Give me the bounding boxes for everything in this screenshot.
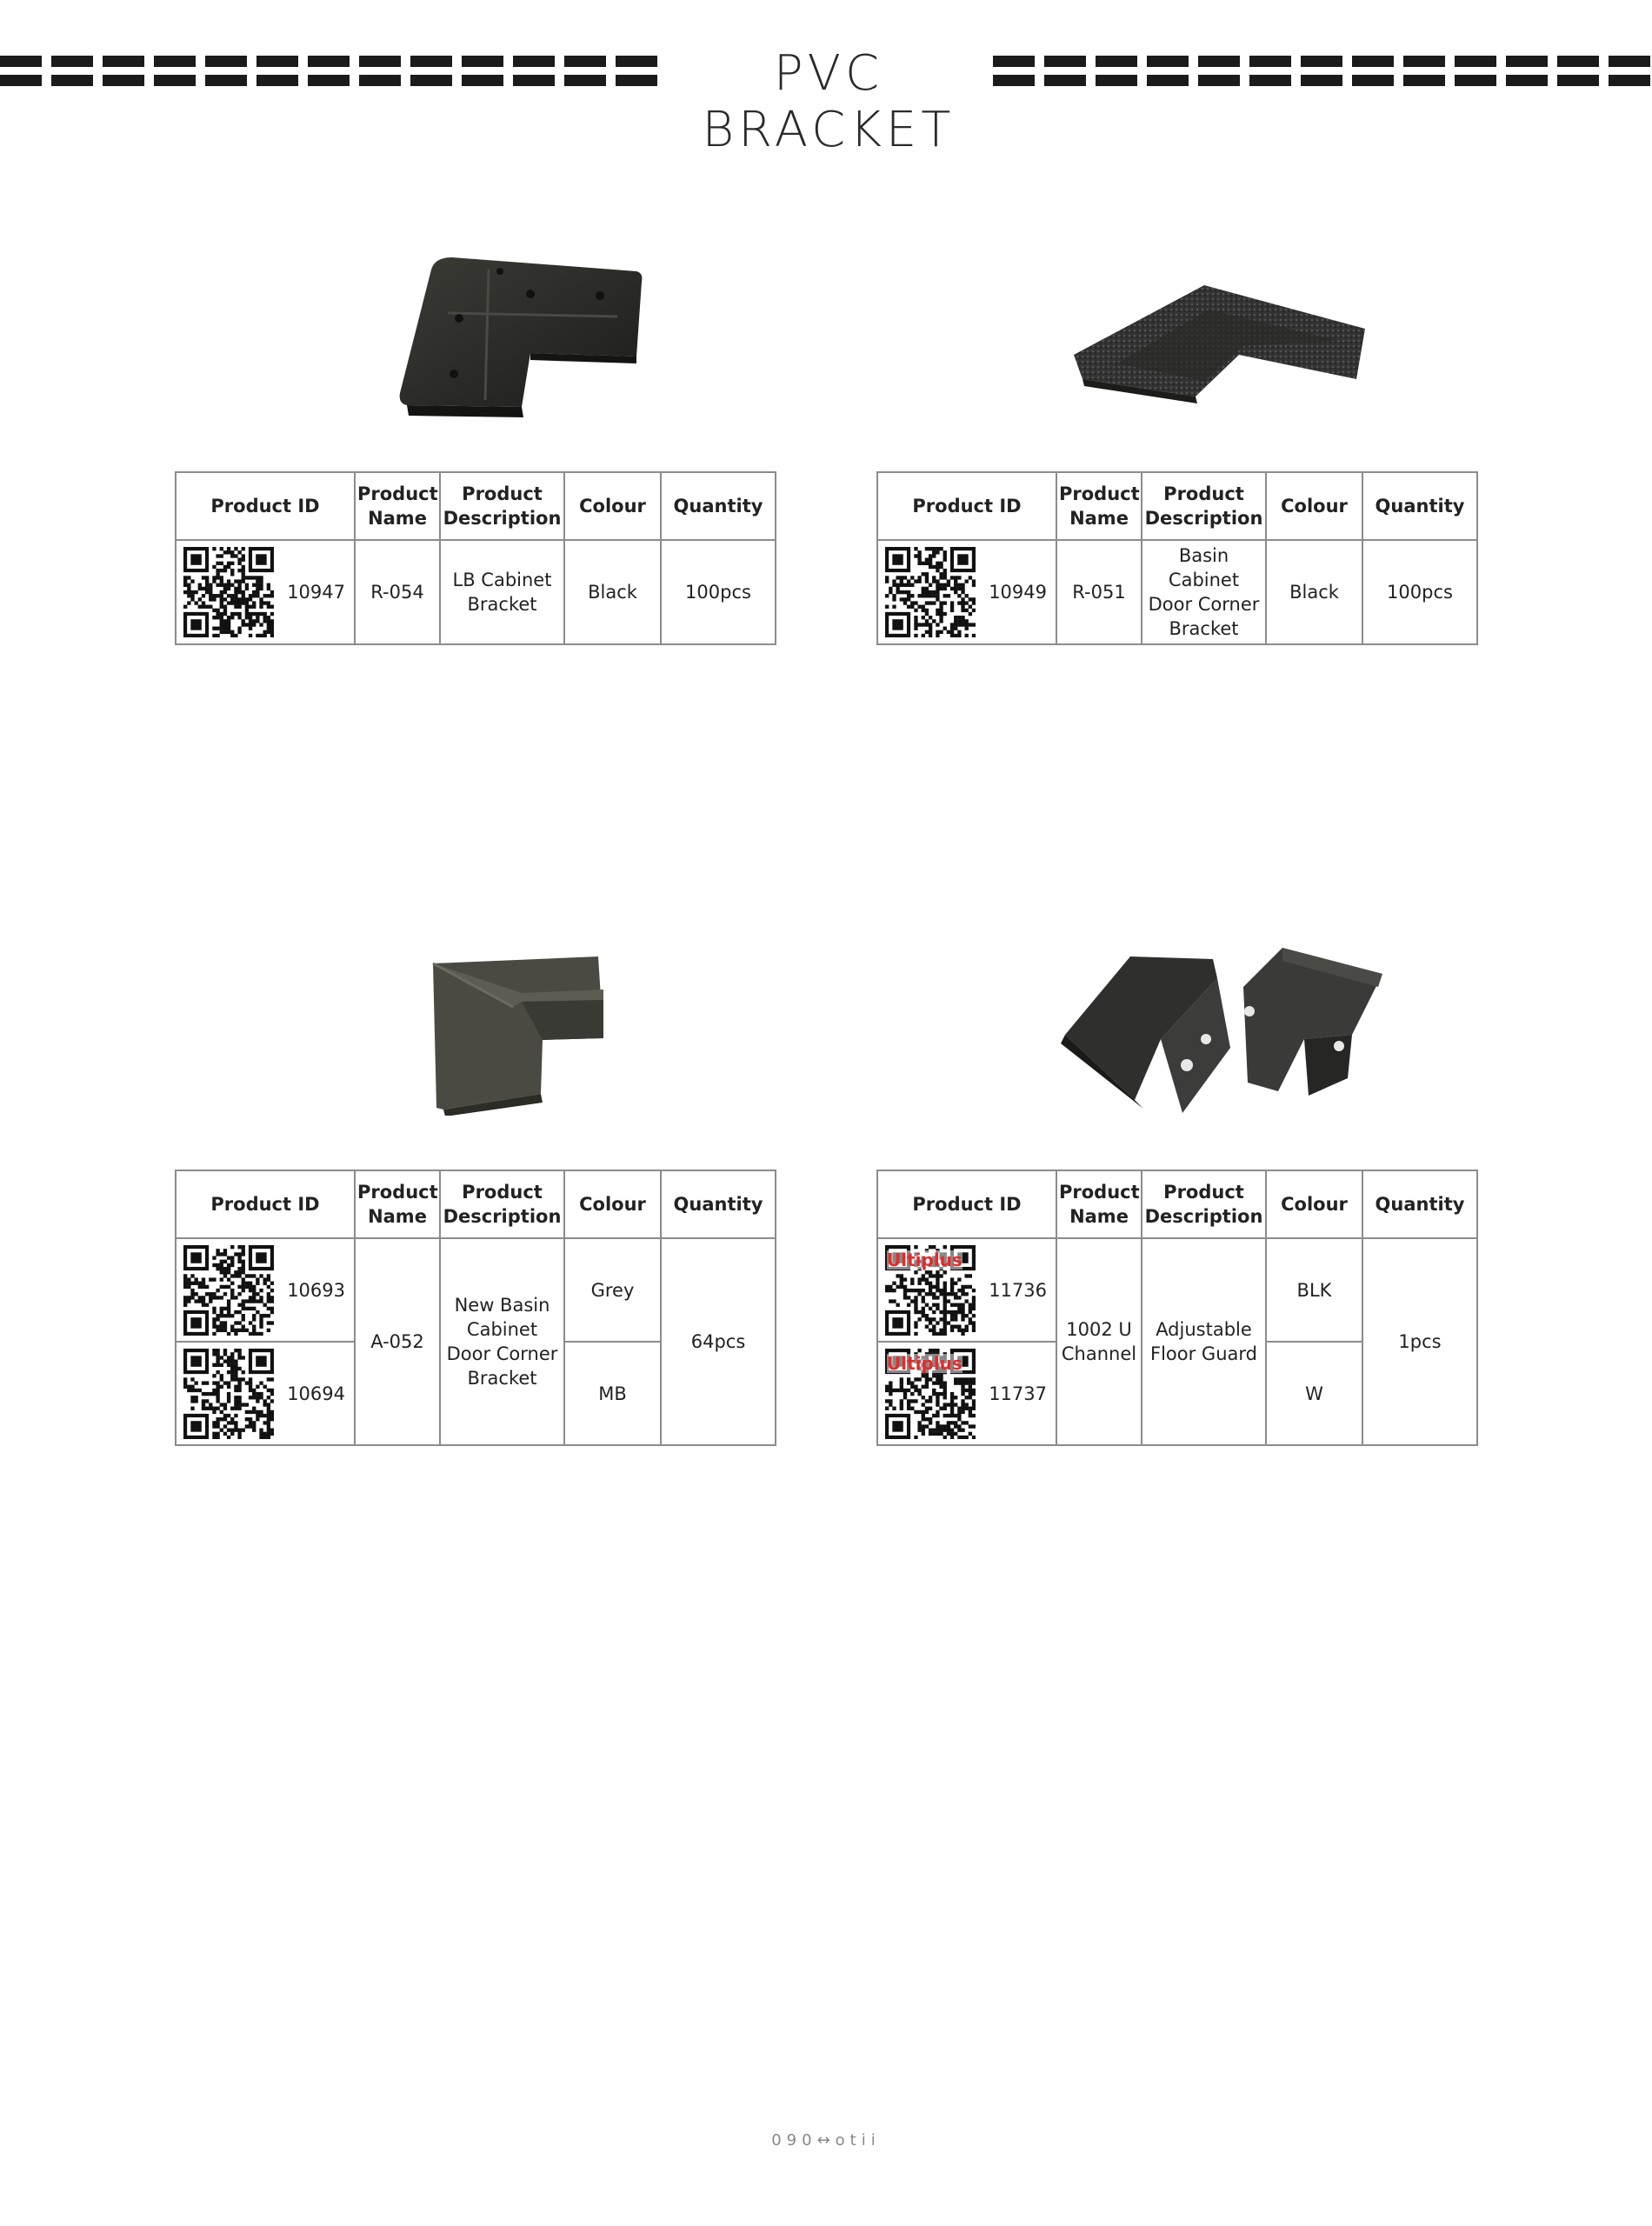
header-dash	[410, 75, 452, 86]
header-dash	[308, 75, 350, 86]
header-dash	[462, 56, 503, 67]
header-dash	[1557, 56, 1599, 67]
col-header-product-id: Product ID	[877, 472, 1056, 540]
col-header-quantity: Quantity	[661, 472, 776, 540]
product-quantity: 1pcs	[1362, 1238, 1477, 1445]
product-id-cell	[176, 1342, 355, 1445]
col-header-colour: Colour	[564, 1170, 661, 1238]
table-header-row	[877, 1170, 1477, 1238]
product-quantity: 100pcs	[1362, 540, 1477, 644]
page-number: 090↔otii	[771, 2131, 881, 2149]
product-id: 10694	[287, 1383, 345, 1404]
page-header	[0, 45, 1652, 158]
header-dash	[0, 75, 42, 86]
header-dash	[0, 56, 42, 67]
product-name: 1002 U Channel	[1056, 1238, 1142, 1445]
header-dash-rule-right	[993, 56, 1652, 90]
header-dash	[1147, 75, 1189, 86]
table-row	[877, 540, 1477, 644]
spec-table-1002-u-channel	[876, 1170, 1478, 1446]
qr-code-icon[interactable]	[183, 1349, 274, 1439]
table-header-row	[176, 1170, 776, 1238]
col-header-colour: Colour	[564, 472, 661, 540]
col-header-product-name: Product Name	[355, 1170, 440, 1238]
header-dash	[1249, 56, 1291, 67]
product-description: Adjustable Floor Guard	[1142, 1238, 1266, 1445]
header-dash	[256, 56, 298, 67]
col-header-quantity: Quantity	[661, 1170, 776, 1238]
header-dash	[616, 75, 657, 86]
table-row	[877, 1238, 1477, 1342]
product-id: 11737	[989, 1383, 1047, 1404]
header-dash	[359, 56, 401, 67]
header-dash	[359, 75, 401, 86]
header-dash	[1044, 56, 1086, 67]
col-header-product-name: Product Name	[355, 472, 440, 540]
product-colour: W	[1266, 1342, 1362, 1445]
product-colour: BLK	[1266, 1238, 1362, 1342]
col-header-product-description: Product Description	[440, 472, 564, 540]
header-dash	[1455, 75, 1496, 86]
header-dash	[462, 75, 503, 86]
header-dash	[1352, 56, 1394, 67]
product-id: 10947	[287, 582, 345, 603]
header-dash	[1609, 56, 1650, 67]
header-dash	[993, 56, 1035, 67]
product-colour: MB	[564, 1342, 661, 1445]
product-description: Basin Cabinet Door Corner Bracket	[1142, 540, 1266, 644]
header-dash	[993, 75, 1035, 86]
header-dash-rule-left	[0, 56, 661, 90]
header-dash	[1147, 56, 1189, 67]
col-header-product-description: Product Description	[1142, 1170, 1266, 1238]
header-dash	[51, 56, 93, 67]
product-colour: Grey	[564, 1238, 661, 1342]
header-dash	[1249, 75, 1291, 86]
header-dash	[103, 56, 144, 67]
header-dash	[154, 56, 196, 67]
lb-cabinet-bracket-photo	[383, 252, 661, 435]
header-dash	[1455, 56, 1496, 67]
table-row	[176, 540, 776, 644]
col-header-colour: Colour	[1266, 472, 1362, 540]
header-dash	[1044, 75, 1086, 86]
col-header-product-description: Product Description	[440, 1170, 564, 1238]
col-header-product-id: Product ID	[176, 1170, 355, 1238]
header-dash	[256, 75, 298, 86]
col-header-product-name: Product Name	[1056, 472, 1142, 540]
page-title: PVC BRACKET	[702, 45, 956, 158]
basin-cabinet-door-corner-bracket-photo	[1065, 277, 1369, 407]
header-dash	[51, 75, 93, 86]
product-id-cell	[176, 540, 355, 644]
col-header-colour: Colour	[1266, 1170, 1362, 1238]
header-dash	[205, 75, 247, 86]
col-header-quantity: Quantity	[1362, 472, 1477, 540]
table-header-row	[176, 472, 776, 540]
header-dash	[1557, 75, 1599, 86]
col-header-quantity: Quantity	[1362, 1170, 1477, 1238]
header-dash	[1403, 75, 1445, 86]
col-header-product-id: Product ID	[877, 1170, 1056, 1238]
spec-table-r-051	[876, 471, 1478, 645]
new-basin-cabinet-door-corner-bracket-photo	[426, 955, 609, 1116]
table-header-row	[877, 472, 1477, 540]
header-dash	[154, 75, 196, 86]
product-id-cell	[877, 1342, 1056, 1445]
header-dash	[205, 56, 247, 67]
header-dash	[564, 75, 606, 86]
header-dash	[1506, 75, 1548, 86]
header-dash	[513, 75, 555, 86]
product-colour: Black	[564, 540, 661, 644]
product-colour: Black	[1266, 540, 1362, 644]
header-dash	[1096, 56, 1137, 67]
col-header-product-name: Product Name	[1056, 1170, 1142, 1238]
qr-code-icon[interactable]	[885, 547, 976, 637]
adjustable-floor-guard-photo	[1048, 943, 1391, 1117]
header-dash	[308, 56, 350, 67]
header-dash	[1301, 75, 1342, 86]
product-quantity: 64pcs	[661, 1238, 776, 1445]
header-dash	[564, 56, 606, 67]
product-id-cell	[877, 540, 1056, 644]
header-dash	[1198, 56, 1240, 67]
header-dash	[1301, 56, 1342, 67]
product-quantity: 100pcs	[661, 540, 776, 644]
qr-code-icon[interactable]	[183, 547, 274, 637]
table-row	[176, 1238, 776, 1342]
product-id-cell	[877, 1238, 1056, 1342]
header-dash	[410, 56, 452, 67]
col-header-product-id: Product ID	[176, 472, 355, 540]
spec-table-r-054	[175, 471, 776, 645]
spec-table-a-052	[175, 1170, 776, 1446]
product-name: R-051	[1056, 540, 1142, 644]
product-id: 10949	[989, 582, 1047, 603]
header-dash	[1403, 56, 1445, 67]
product-id: 11736	[989, 1279, 1047, 1301]
qr-brand-label: Ultiplus	[887, 1249, 963, 1270]
header-dash	[1506, 56, 1548, 67]
product-id-cell	[176, 1238, 355, 1342]
product-name: R-054	[355, 540, 440, 644]
product-id: 10693	[287, 1279, 345, 1301]
qr-brand-label: Ultiplus	[887, 1352, 963, 1374]
header-dash	[1096, 75, 1137, 86]
header-dash	[1198, 75, 1240, 86]
header-dash	[1609, 75, 1650, 86]
header-dash	[103, 75, 144, 86]
qr-code-icon[interactable]	[183, 1245, 274, 1336]
col-header-product-description: Product Description	[1142, 472, 1266, 540]
product-name: A-052	[355, 1238, 440, 1445]
header-dash	[616, 56, 657, 67]
product-description: LB Cabinet Bracket	[440, 540, 564, 644]
header-dash	[513, 56, 555, 67]
product-description: New Basin Cabinet Door Corner Bracket	[440, 1238, 564, 1445]
header-dash	[1352, 75, 1394, 86]
